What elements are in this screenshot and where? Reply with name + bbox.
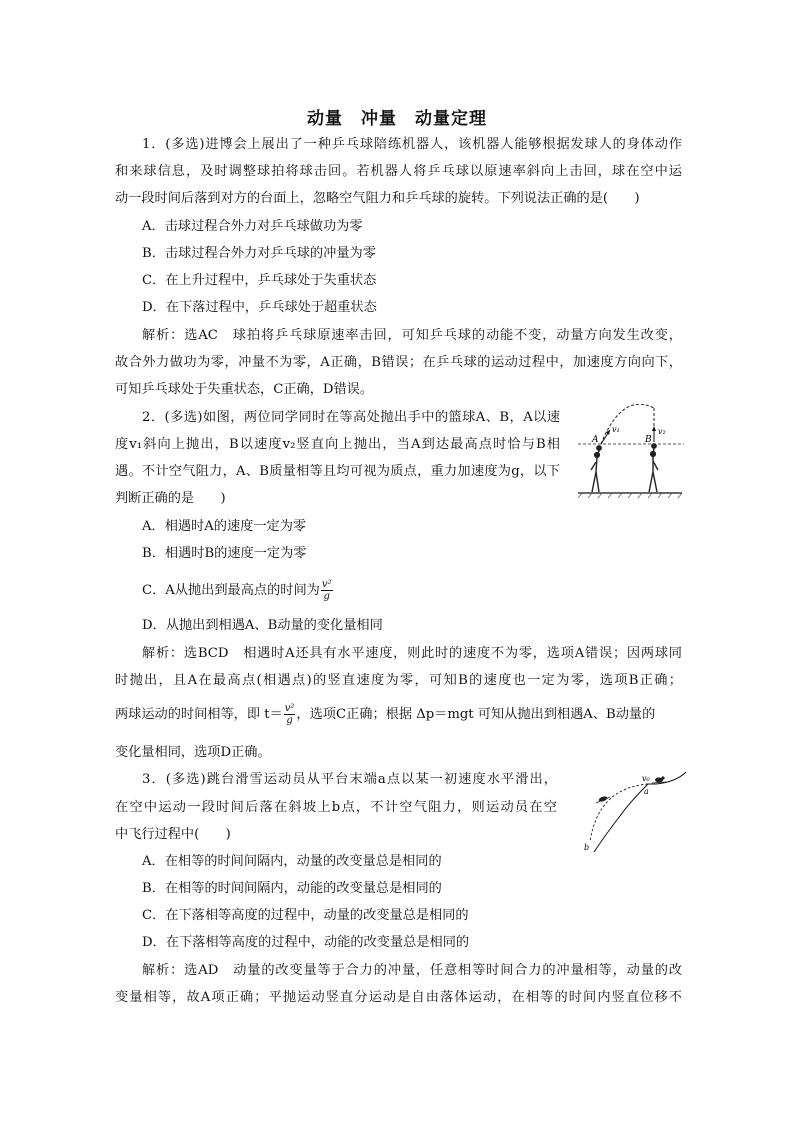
question-3-option-d: D．在下落相等高度的过程中，动能的改变量总是相同的	[142, 935, 470, 950]
question-2-analysis-line-2: 时抛出，且A在最高点(相遇点)的竖直速度为零，可知B的速度也一定为零，选项B正确；	[115, 673, 682, 688]
analysis-3-prefix: 两球运动的时间相等，即 t＝	[115, 707, 283, 722]
question-3-option-c: C．在下落相等高度的过程中，动量的改变量总是相同的	[142, 908, 469, 923]
question-2-option-a: A．相遇时A的速度一定为零	[142, 519, 307, 534]
question-2-option-d: D．从抛出到相遇A、B动量的变化量相同	[142, 618, 383, 633]
question-2-stem-line-2: 度v₁斜向上抛出，B以速度v₂竖直向上抛出，当A到达最高点时恰与B相	[115, 437, 560, 452]
v2-arrowhead	[652, 426, 656, 431]
page-title: 动量 冲量 动量定理	[307, 109, 487, 129]
question-2-option-b: B．相遇时B的速度一定为零	[142, 546, 307, 561]
fraction-denominator: g	[323, 591, 330, 602]
question-3-stem-line-1: 3．(多选)跳台滑雪运动员从平台末端a点以某一初速度水平滑出，	[142, 772, 557, 787]
question-3-stem-line-2: 在空中运动一段时间后落在斜坡上b点，不计空气阻力，则运动员在空	[115, 800, 557, 815]
question-1-stem-line-1: 1．(多选)进博会上展出了一种乒乓球陪练机器人，该机器人能够根据发球人的身体动作	[142, 137, 682, 152]
question-1-option-a: A．击球过程合外力对乒乓球做功为零	[142, 219, 363, 234]
question-1-option-b: B．击球过程合外力对乒乓球的冲量为零	[142, 246, 376, 261]
fraction-t-v2-over-g	[284, 703, 296, 726]
question-2-analysis-line-3	[115, 702, 655, 728]
label-a-point: a	[644, 787, 649, 796]
label-b-point: b	[584, 843, 590, 852]
fraction-v2-over-g	[321, 579, 333, 602]
label-b: B	[645, 435, 652, 445]
question-3-option-a: A．在相等的时间间隔内，动量的改变量总是相同的	[142, 854, 442, 869]
question-3-option-b: B．在相等的时间间隔内，动能的改变量总是相同的	[142, 881, 442, 896]
fraction-denominator: g	[286, 715, 293, 726]
skier-flight-icon	[596, 795, 610, 803]
v1-arrowhead	[606, 430, 610, 435]
question-3-stem-line-3: 中飞行过程中( )	[115, 827, 231, 842]
label-v1: v₁	[612, 425, 620, 434]
question-2-option-c	[142, 578, 334, 604]
analysis-3-suffix: ，选项C正确；根据 Δp＝mgt 可知从抛出到相遇A、B动量的	[296, 707, 656, 722]
label-v0: v₀	[642, 774, 650, 783]
question-1-stem-line-3: 动一段时间后落到对方的台面上，忽略空气阻力和乒乓球的旋转。下列说法正确的是( )	[115, 191, 640, 206]
question-3-analysis-line-1: 解析：选AD 动量的改变量等于合力的冲量，任意相等时间合力的冲量相等，动量的改	[142, 963, 682, 978]
question-2-stem-line-3: 遇。不计空气阻力，A、B质量相等且均可视为质点，重力加速度为g，以下	[115, 464, 560, 479]
fraction-numerator: v²	[284, 703, 295, 714]
ski-slope	[594, 772, 686, 852]
question-1-analysis-line-1: 解析：选AC 球拍将乒乓球原速率击回，可知乒乓球的动能不变，动量方向发生改变，	[142, 328, 682, 343]
question-1-stem-line-2: 和来球信息，及时调整球拍将球击回。若机器人将乒乓球以原速率斜向上击回，球在空中运	[115, 164, 682, 179]
label-a: A	[592, 435, 599, 445]
fraction-numerator: v²	[321, 579, 332, 590]
person-a-icon	[591, 446, 601, 492]
ground-hatching	[578, 493, 682, 498]
question-2-analysis-line-1: 解析：选BCD 相遇时A还具有水平速度，则此时的速度不为零，选项A错误；因两球同	[142, 646, 682, 661]
ski-jump-figure	[568, 770, 692, 852]
skier-start-icon	[652, 776, 666, 783]
question-2-stem-line-4: 判断正确的是 )	[115, 491, 226, 506]
question-3-analysis-line-2: 变量相等，故A项正确；平抛运动竖直分运动是自由落体运动，在相等的时间内竖直位移不	[115, 990, 682, 1005]
question-2-stem-line-1: 2．(多选)如图，两位同学同时在等高处抛出手中的篮球A、B，A以速	[142, 410, 560, 425]
person-b-icon	[649, 444, 658, 492]
basketball-throw-figure	[574, 404, 686, 500]
question-2-analysis-line-4: 变化量相同，选项D正确。	[115, 745, 271, 760]
question-1-analysis-line-3: 可知乒乓球处于失重状态，C正确，D错误。	[115, 382, 374, 397]
question-1-option-c: C．在上升过程中，乒乓球处于失重状态	[142, 273, 377, 288]
question-1-analysis-line-2: 故合外力做功为零，冲量不为零，A正确，B错误；在乒乓球的运动过程中，加速度方向向下，	[115, 355, 682, 370]
question-2-option-c-text: C．A从抛出到最高点的时间为	[142, 583, 320, 598]
question-1-option-d: D．在下落过程中，乒乓球处于超重状态	[142, 300, 377, 315]
label-v2: v₂	[658, 427, 666, 436]
